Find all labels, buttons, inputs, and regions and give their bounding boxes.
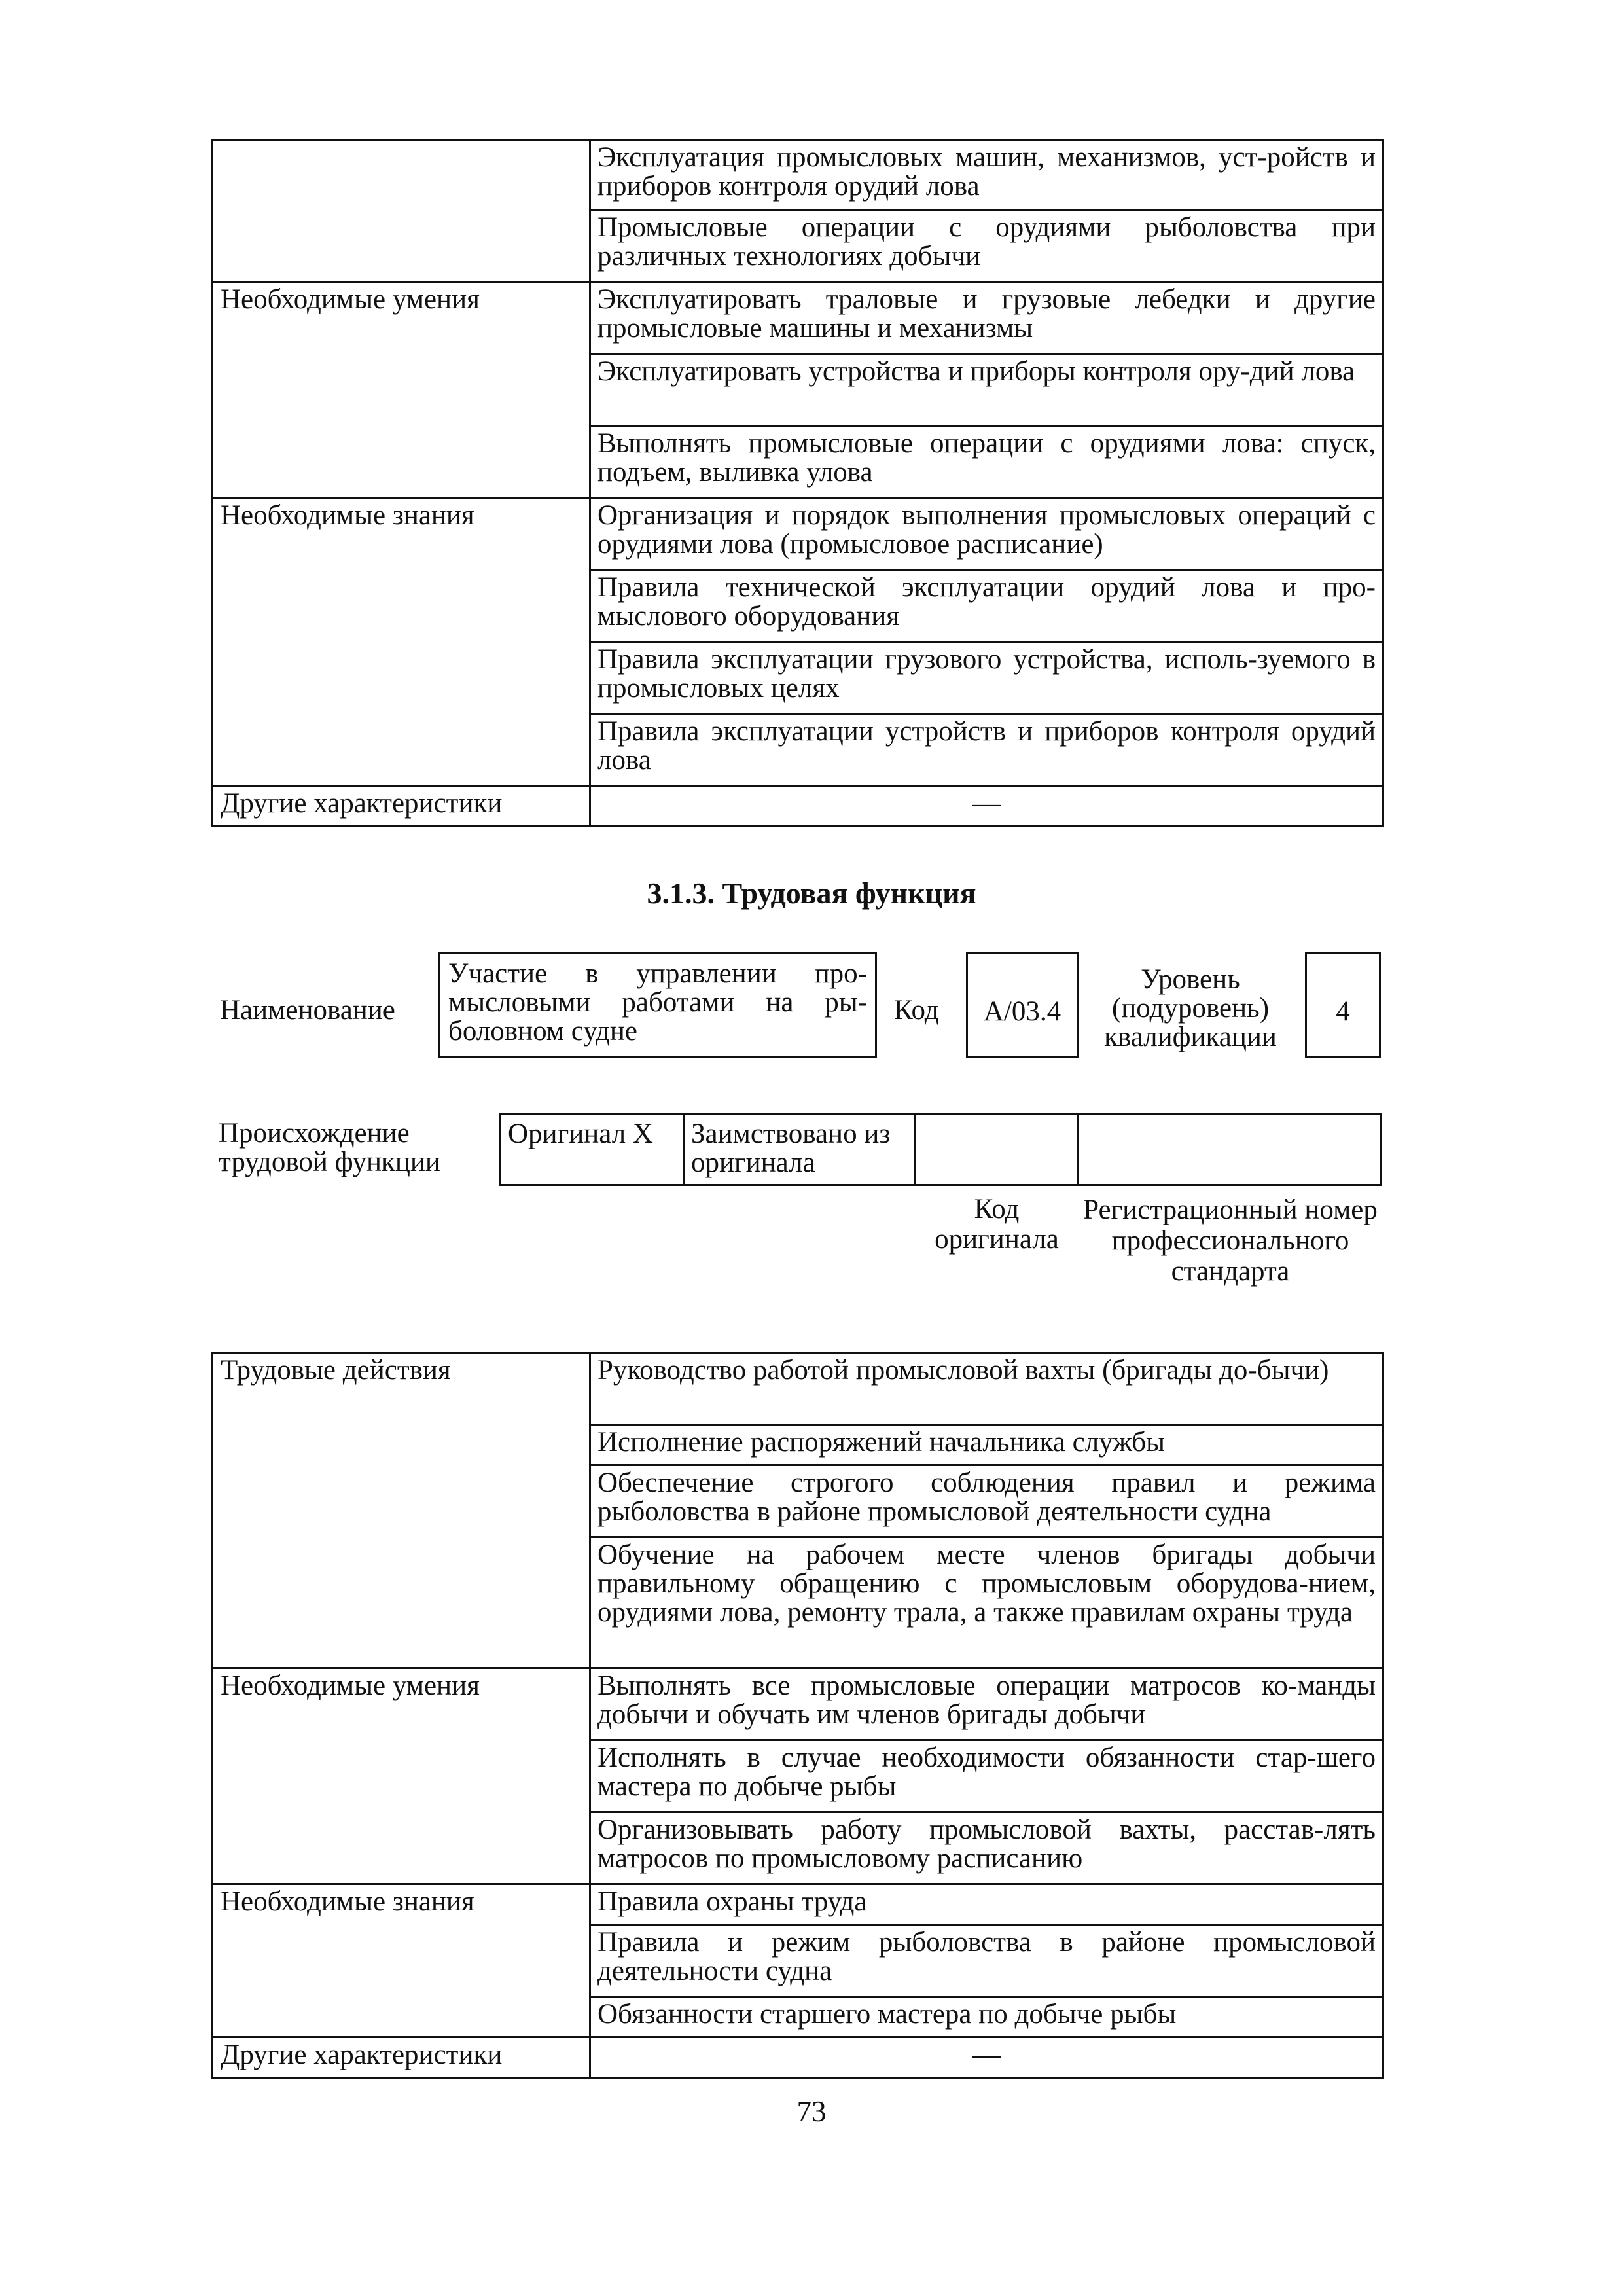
item-cell: Эксплуатация промысловых машин, механизмов, уст-ройств и приборов контроля орудий лова [590, 140, 1383, 210]
table-row [212, 786, 1383, 827]
code-label: Код [894, 995, 939, 1026]
origin-borrowed-option: Заимствовано из оригинала [683, 1113, 916, 1186]
category-cell: Трудовые действия [212, 1353, 590, 1668]
origin-original-option: Оригинал X [499, 1113, 685, 1186]
item-cell: Выполнять промысловые операции с орудиями лова: спуск, подъем, выливка улова [590, 426, 1383, 498]
table-row [212, 1353, 1383, 1425]
category-cell: Необходимые знания [212, 1884, 590, 2037]
section-heading: 3.1.3. Трудовая функция [647, 876, 976, 910]
item-cell: Промысловые операции с орудиями рыболовства при различных технологиях добычи [590, 210, 1383, 282]
item-cell: — [590, 2037, 1383, 2078]
origin-reg-number-cell [1077, 1113, 1382, 1186]
table-row [212, 140, 1383, 210]
item-cell: Организовывать работу промысловой вахты, расстав-лять матросов по промысловому расписанию [590, 1812, 1383, 1884]
item-cell: Организация и порядок выполнения промысловых операций с орудиями лова (промысловое расписание) [590, 498, 1383, 570]
origin-label: Происхождение трудовой функции [219, 1118, 440, 1177]
origin-code-cell [914, 1113, 1079, 1186]
code-caption: Код оригинала [935, 1194, 1059, 1255]
code-value: А/03.4 [966, 952, 1079, 1058]
category-cell: Необходимые умения [212, 1668, 590, 1884]
table-labor-function [211, 1352, 1384, 2079]
item-cell: Обеспечение строгого соблюдения правил и режима рыболовства в районе промысловой деятельности судна [590, 1465, 1383, 1537]
table-row [212, 1668, 1383, 1740]
table-row [212, 2037, 1383, 2078]
item-cell: Эксплуатировать устройства и приборы контроля ору-дий лова [590, 354, 1383, 426]
category-cell: Необходимые знания [212, 498, 590, 786]
table-skills-continuation [211, 139, 1384, 827]
item-cell: Исполнять в случае необходимости обязанности стар-шего мастера по добыче рыбы [590, 1740, 1383, 1812]
item-cell: Правила технической эксплуатации орудий лова и про-мыслового оборудования [590, 570, 1383, 642]
item-cell: Руководство работой промысловой вахты (бригады до-бычи) [590, 1353, 1383, 1425]
page-number: 73 [796, 2095, 827, 2128]
table-row [212, 282, 1383, 354]
item-cell: Исполнение распоряжений начальника службы [590, 1425, 1383, 1465]
table-row [212, 1884, 1383, 1925]
item-cell: Обучение на рабочем месте членов бригады добычи правильному обращению с промысловым оборудова-нием, орудиями лова, ремонту трала, а также правилам охраны труда [590, 1537, 1383, 1668]
item-cell: Правила эксплуатации устройств и приборов контроля орудий лова [590, 714, 1383, 786]
category-cell: Другие характеристики [212, 2037, 590, 2078]
category-cell [212, 140, 590, 282]
item-cell: Выполнять все промысловые операции матросов ко-манды добычи и обучать им членов бригады добычи [590, 1668, 1383, 1740]
level-label: Уровень (подуровень) квалификации [1104, 964, 1277, 1052]
item-cell: — [590, 786, 1383, 827]
item-cell: Правила охраны труда [590, 1884, 1383, 1925]
item-cell: Обязанности старшего мастера по добыче рыбы [590, 1997, 1383, 2037]
name-value: Участие в управлении про-мысловыми работами на ры-боловном судне [438, 952, 877, 1058]
item-cell: Правила эксплуатации грузового устройства, исполь-зуемого в промысловых целях [590, 642, 1383, 714]
level-value: 4 [1305, 952, 1381, 1058]
item-cell: Правила и режим рыболовства в районе промысловой деятельности судна [590, 1925, 1383, 1997]
reg-number-caption: Регистрационный номер профессионального стандарта [1083, 1194, 1378, 1287]
category-cell: Другие характеристики [212, 786, 590, 827]
item-cell: Эксплуатировать траловые и грузовые лебедки и другие промысловые машины и механизмы [590, 282, 1383, 354]
name-label: Наименование [220, 995, 395, 1026]
table-row [212, 498, 1383, 570]
category-cell: Необходимые умения [212, 282, 590, 498]
